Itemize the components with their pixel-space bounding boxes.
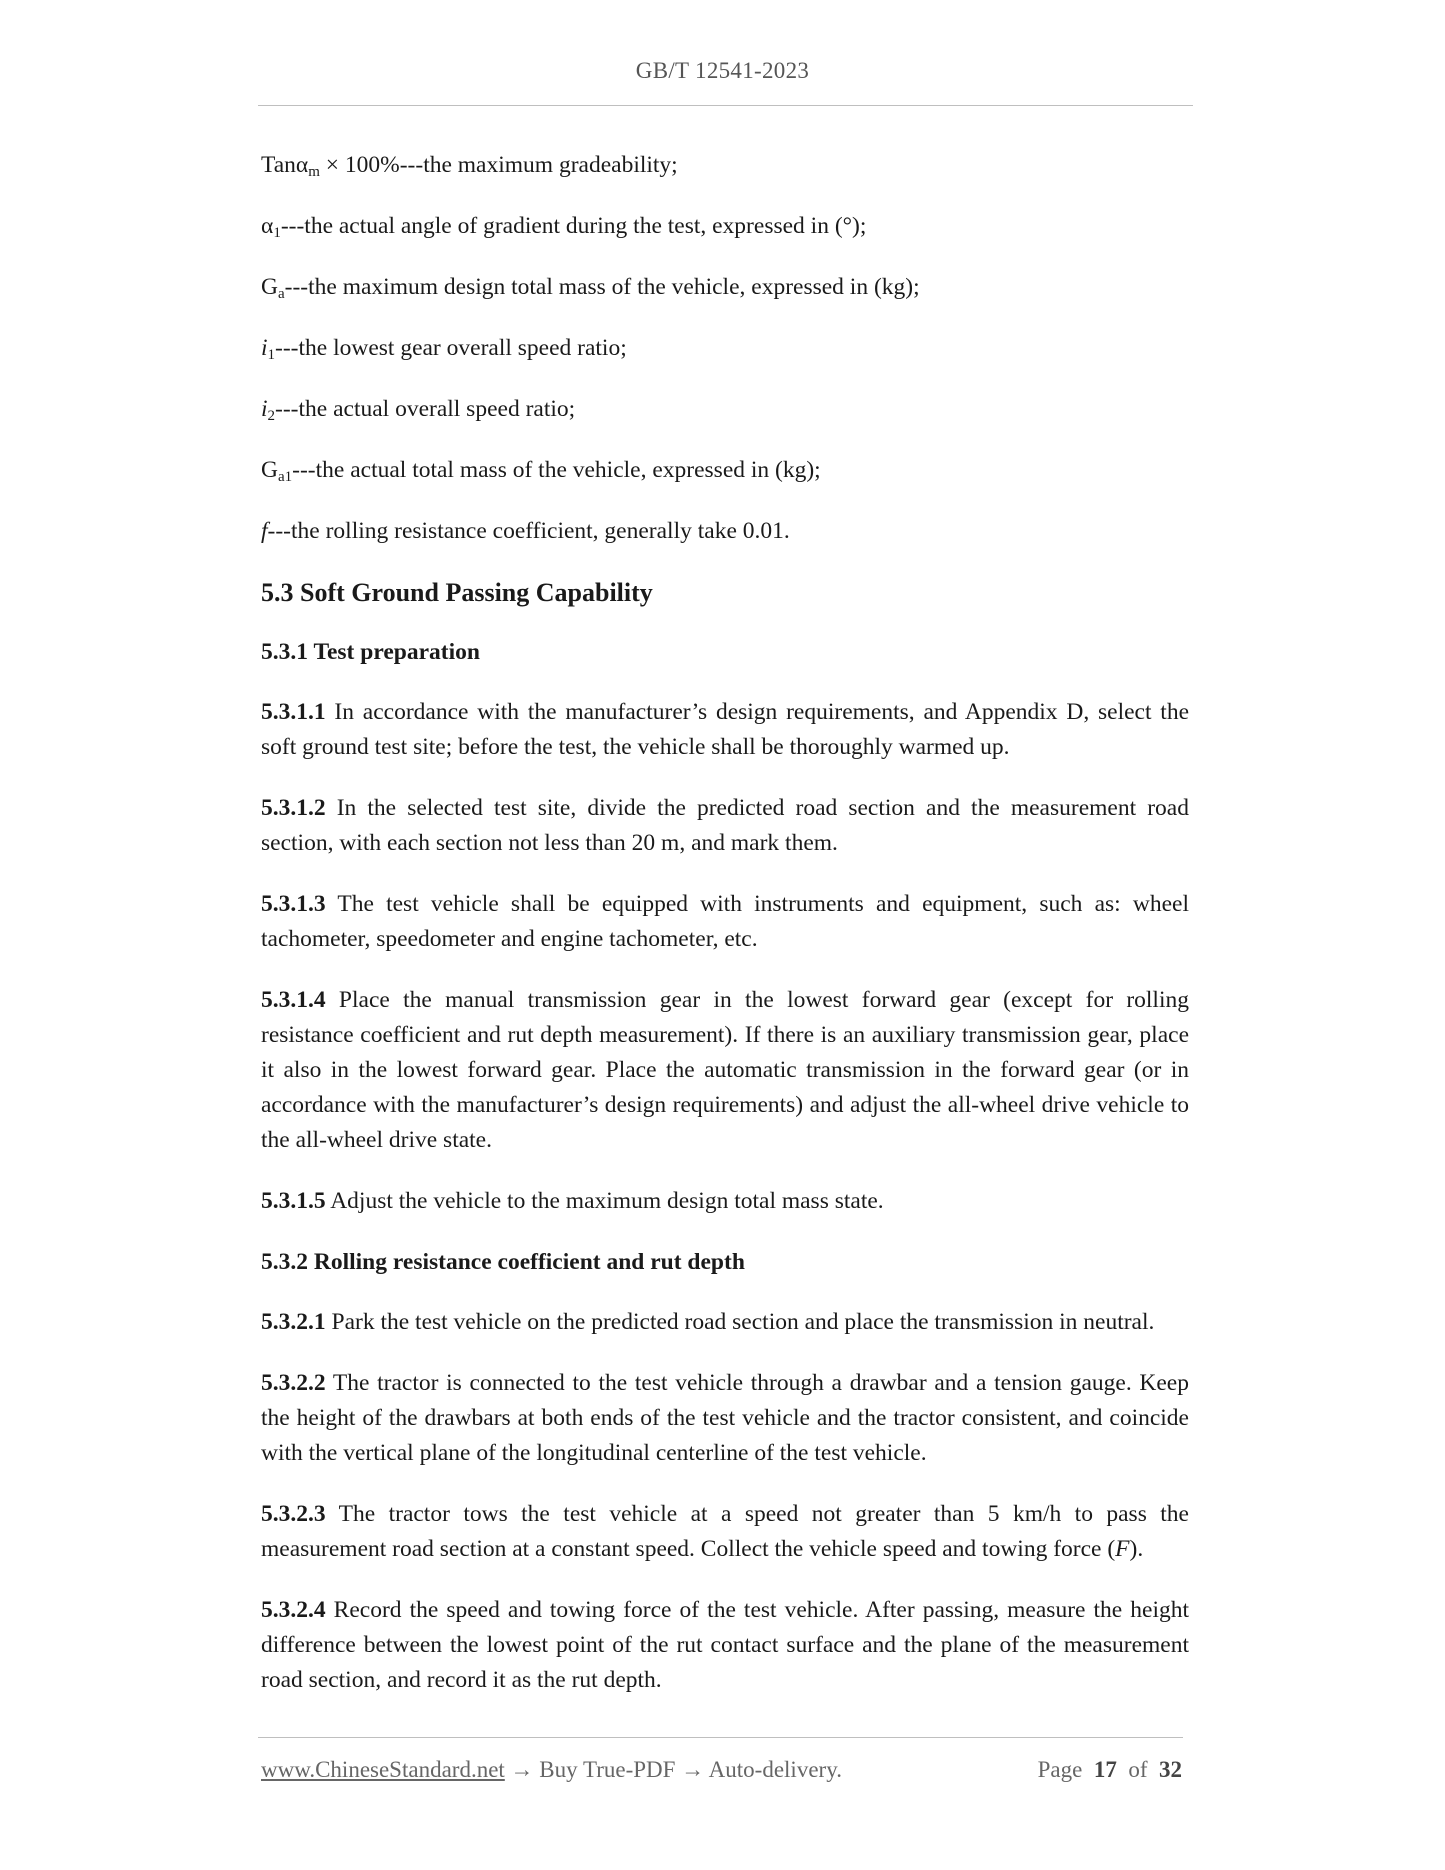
clause-5-3-1-4 <box>261 983 1189 1158</box>
definition-text: ---the actual overall speed ratio; <box>275 396 576 422</box>
definition-symbol: G <box>261 457 278 483</box>
clause-number: 5.3.2.3 <box>261 1501 326 1527</box>
clause-5-3-1-5 <box>261 1184 1189 1219</box>
definition-tan-alpha-m <box>261 148 1189 183</box>
page-label: Page <box>1037 1757 1083 1782</box>
footer-divider <box>258 1737 1183 1738</box>
page-footer <box>261 1757 1182 1783</box>
definition-text: ---the rolling resistance coefficient, generally take 0.01. <box>267 518 790 544</box>
current-page-number: 17 <box>1093 1757 1117 1782</box>
clause-5-3-2-2 <box>261 1366 1189 1471</box>
definition-subscript: a1 <box>277 469 293 485</box>
clause-number: 5.3.1.2 <box>261 795 326 821</box>
definition-symbol: G <box>261 274 278 300</box>
definition-symbol: i <box>261 335 268 361</box>
definition-f <box>261 514 1189 549</box>
definition-i-1 <box>261 331 1189 366</box>
clause-text: In accordance with the manufacturer’s design requirements, and Appendix D, select the soft ground test site; before the test, the vehicle shall be thoroughly warmed up. <box>261 699 1189 760</box>
document-header-title: GB/T 12541-2023 <box>635 58 810 83</box>
definition-alpha-1 <box>261 209 1189 244</box>
definition-text: × 100%---the maximum gradeability; <box>319 152 678 178</box>
definition-text: ---the lowest gear overall speed ratio; <box>275 335 627 361</box>
definition-text: ---the actual total mass of the vehicle, expressed in (kg); <box>292 457 821 483</box>
clause-text: Place the manual transmission gear in the lowest forward gear (except for rolling resistance coefficient and rut depth measurement). If there is an auxiliary transmission gear, place it also in the lowest forward gear. Place the automatic transmission in the forward gear (or in accordance with the manufacturer’s design requirements) and adjust the all-wheel drive vehicle to the all-wheel drive state. <box>261 987 1189 1153</box>
clause-number: 5.3.2.4 <box>261 1597 326 1623</box>
definition-g-a <box>261 270 1189 305</box>
clause-text: The test vehicle shall be equipped with instruments and equipment, such as: wheel tachometer, speedometer and engine tachometer, etc. <box>261 891 1189 952</box>
force-symbol: F <box>1115 1536 1130 1562</box>
definition-symbol: Tanα <box>261 152 309 178</box>
definition-symbol: f <box>261 518 268 544</box>
clause-5-3-1-3 <box>261 887 1189 957</box>
clause-5-3-2-4 <box>261 1593 1189 1698</box>
definition-subscript: m <box>308 164 320 180</box>
definition-g-a1 <box>261 453 1189 488</box>
page-indicator <box>1038 1757 1182 1783</box>
arrow-right-icon: → <box>675 1757 709 1782</box>
clause-text-end: ). <box>1129 1536 1144 1562</box>
total-page-count: 32 <box>1159 1757 1182 1782</box>
website-link[interactable]: www.ChineseStandard.net <box>261 1757 505 1782</box>
clause-number: 5.3.2.2 <box>261 1370 326 1396</box>
definition-text: ---the maximum design total mass of the vehicle, expressed in (kg); <box>284 274 920 300</box>
clause-number: 5.3.1.3 <box>261 891 326 917</box>
clause-5-3-1-2 <box>261 791 1189 861</box>
auto-delivery-text: Auto-delivery. <box>708 1757 842 1782</box>
definition-subscript: a <box>277 286 285 302</box>
definition-subscript: 1 <box>273 225 281 241</box>
clause-text: Park the test vehicle on the predicted road section and place the transmission in neutral. <box>325 1309 1155 1335</box>
definition-text: ---the actual angle of gradient during the test, expressed in (°); <box>280 213 867 239</box>
clause-text: The tractor tows the test vehicle at a speed not greater than 5 km/h to pass the measurement road section at a constant speed. Collect the vehicle speed and towing force ( <box>261 1501 1189 1562</box>
footer-purchase-line <box>261 1757 842 1783</box>
definition-subscript: 1 <box>267 347 276 363</box>
clause-5-3-2-3 <box>261 1497 1189 1567</box>
clause-text: Record the speed and towing force of the test vehicle. After passing, measure the height difference between the lowest point of the rut contact surface and the plane of the measurement road section, and record it as the rut depth. <box>261 1597 1189 1693</box>
clause-number: 5.3.1.4 <box>261 987 326 1013</box>
definition-symbol: α <box>261 213 274 239</box>
of-label: of <box>1128 1757 1148 1782</box>
clause-text: Adjust the vehicle to the maximum design total mass state. <box>325 1188 884 1214</box>
clause-5-3-1-1 <box>261 695 1189 765</box>
clause-number: 5.3.1.5 <box>261 1188 326 1214</box>
header-divider <box>258 105 1193 106</box>
subsection-heading-5-3-2: 5.3.2 Rolling resistance coefficient and rut depth <box>261 1249 745 1275</box>
section-heading-5-3: 5.3 Soft Ground Passing Capability <box>261 578 653 607</box>
clause-text: The tractor is connected to the test vehicle through a drawbar and a tension gauge. Keep the height of the drawbars at both ends of the test vehicle and the tractor consistent, and coincide with the vertical plane of the longitudinal centerline of the test vehicle. <box>261 1370 1189 1466</box>
subsection-heading-5-3-1: 5.3.1 Test preparation <box>261 639 480 665</box>
clause-text: In the selected test site, divide the predicted road section and the measurement road section, with each section not less than 20 m, and mark them. <box>261 795 1189 856</box>
clause-number: 5.3.1.1 <box>261 699 326 725</box>
document-body <box>261 148 1189 1724</box>
definition-symbol: i <box>261 396 268 422</box>
clause-number: 5.3.2.1 <box>261 1309 326 1335</box>
definition-i-2 <box>261 392 1189 427</box>
definition-subscript: 2 <box>267 408 276 424</box>
clause-5-3-2-1 <box>261 1305 1189 1340</box>
buy-true-pdf-text: Buy True-PDF <box>539 1757 676 1782</box>
arrow-right-icon: → <box>504 1757 540 1782</box>
